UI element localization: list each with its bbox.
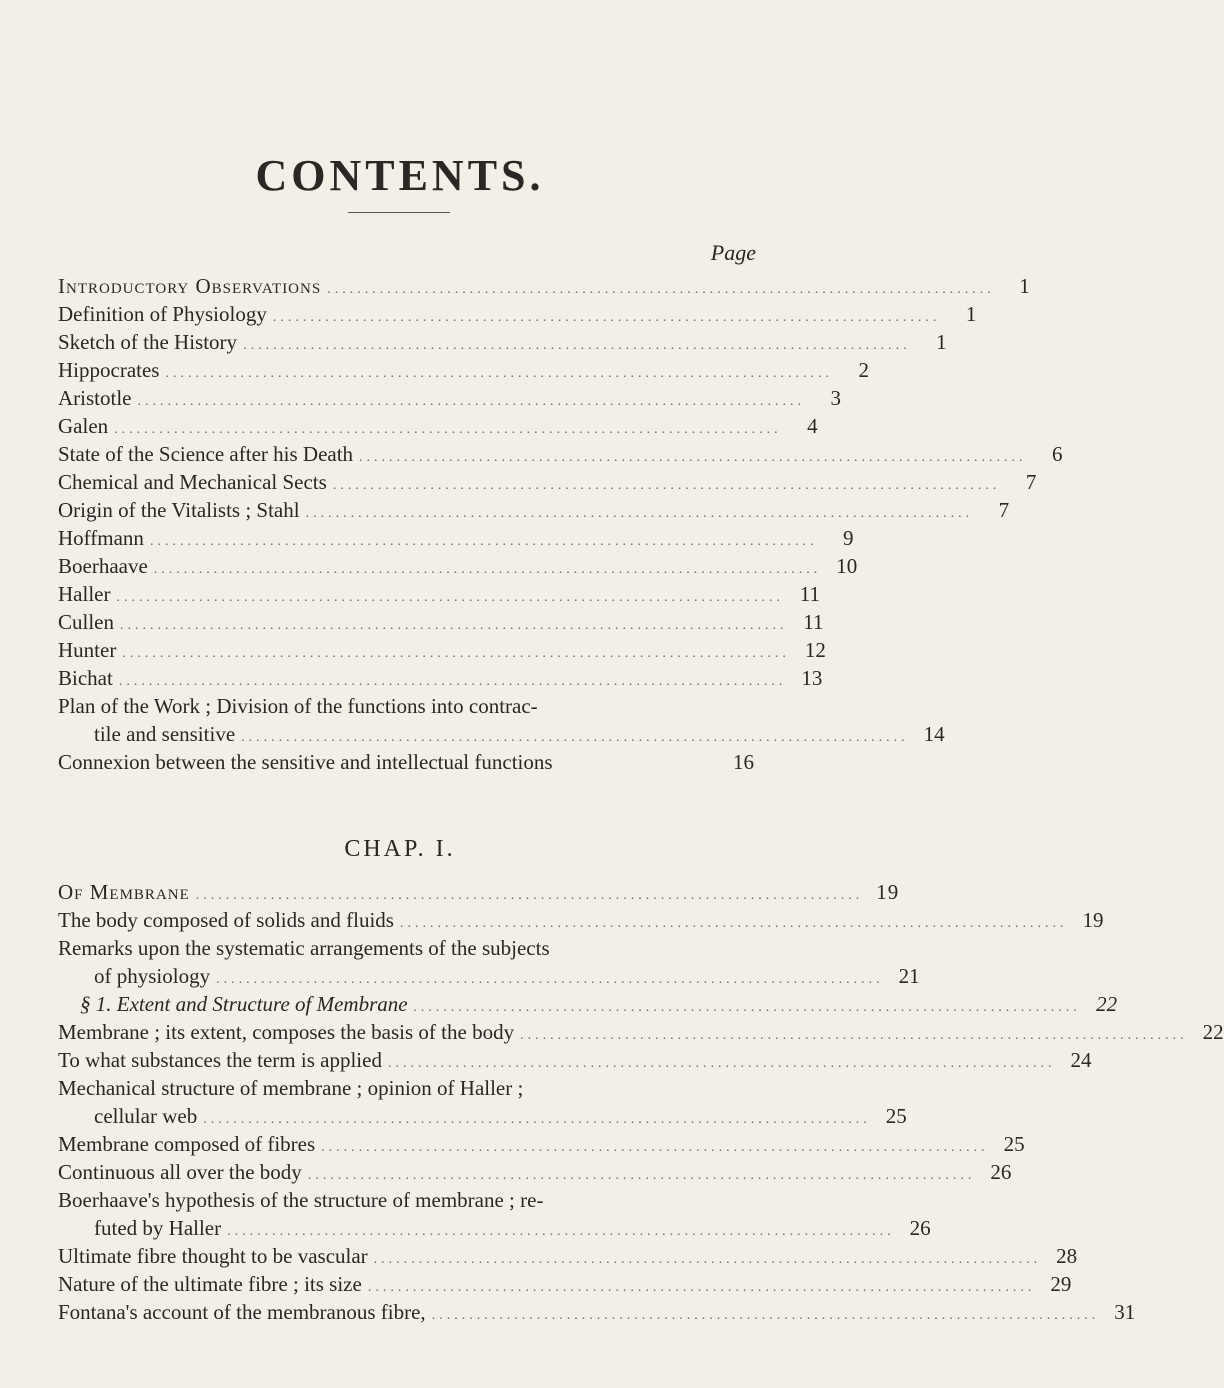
toc-entry-page: 31 bbox=[1114, 1300, 1136, 1324]
toc-entry-title: Ultimate fibre thought to be vascular bbox=[58, 1244, 368, 1268]
dot-leader: ......................................................................................... bbox=[373, 1252, 1042, 1267]
toc-entry bbox=[58, 274, 1031, 302]
toc-entry bbox=[58, 694, 754, 722]
toc-entry bbox=[94, 1216, 931, 1244]
toc-entry-title: Fontana's account of the membranous fibre, bbox=[58, 1300, 426, 1324]
dot-leader: ......................................................................................... bbox=[165, 366, 833, 381]
page-column-label: Page bbox=[710, 240, 756, 265]
toc-entry bbox=[94, 1104, 907, 1132]
dot-leader: ......................................................................................... bbox=[399, 916, 1068, 931]
dot-leader: ......................................................................................... bbox=[359, 450, 1027, 465]
section-entry bbox=[80, 992, 1118, 1020]
toc-entry bbox=[58, 1188, 754, 1216]
toc-entry-page: 13 bbox=[801, 666, 823, 690]
toc-entry bbox=[58, 666, 823, 694]
toc-entry-page: 7 bbox=[1025, 470, 1037, 494]
toc-entry-title: Definition of Physiology bbox=[58, 302, 267, 326]
dot-leader: ......................................................................................... bbox=[122, 646, 790, 661]
toc-entry-title: tile and sensitive bbox=[94, 722, 236, 746]
dot-leader: ......................................................................................... bbox=[137, 394, 805, 409]
toc-entry-page: 16 bbox=[733, 750, 754, 774]
toc-entry bbox=[58, 880, 900, 908]
toc-entry-page: 26 bbox=[990, 1160, 1012, 1184]
dot-leader: ......................................................................................... bbox=[116, 590, 784, 605]
dot-leader: ......................................................................................... bbox=[153, 562, 822, 577]
toc-entry-title: Membrane ; its extent, composes the basis of the body bbox=[58, 1020, 515, 1044]
toc-entry-page: 22 bbox=[1202, 1020, 1224, 1044]
toc-entry-page: 3 bbox=[830, 386, 841, 410]
toc-entry-title: futed by Haller bbox=[94, 1216, 222, 1240]
toc-entry-page: 11 bbox=[799, 582, 820, 606]
toc-entry bbox=[58, 1048, 1092, 1076]
toc-entry bbox=[58, 1160, 1012, 1188]
toc-entry-title: § 1. Extent and Structure of Membrane bbox=[80, 992, 408, 1016]
toc-entry-title: Aristotle bbox=[58, 386, 132, 410]
dot-leader: ......................................................................................... bbox=[114, 422, 782, 437]
dot-leader: ......................................................................................... bbox=[307, 1168, 976, 1183]
dot-leader: ......................................................................................... bbox=[241, 730, 909, 745]
toc-entry-title: Boerhaave bbox=[58, 554, 148, 578]
toc-entry bbox=[58, 498, 1010, 526]
dot-leader: ......................................................................................... bbox=[120, 618, 788, 633]
dot-leader: ......................................................................................... bbox=[321, 1140, 989, 1155]
title-rule bbox=[348, 212, 450, 213]
toc-entry bbox=[58, 1300, 1136, 1328]
toc-entry-page: 22 bbox=[1096, 992, 1118, 1016]
toc-entry-page: 9 bbox=[842, 526, 854, 550]
toc-entry bbox=[58, 330, 947, 358]
toc-entry-page: 10 bbox=[836, 554, 858, 578]
toc-entry-page: 21 bbox=[898, 964, 920, 988]
toc-entry bbox=[58, 1132, 1025, 1160]
toc-entry bbox=[58, 302, 977, 330]
toc-entry-title: Connexion between the sensitive and intellectual functions bbox=[58, 750, 553, 774]
dot-leader: ......................................................................................... bbox=[431, 1308, 1100, 1323]
toc-entry-page: 25 bbox=[1003, 1132, 1025, 1156]
toc-entry-title: Galen bbox=[58, 414, 109, 438]
dot-leader: ......................................................................................... bbox=[216, 972, 884, 987]
toc-entry bbox=[58, 936, 754, 964]
toc-entry bbox=[58, 750, 754, 778]
dot-leader: ......................................................................................... bbox=[118, 674, 787, 689]
toc-entry-title: Remarks upon the systematic arrangements of the subjects bbox=[58, 936, 550, 960]
dot-leader: ......................................................................................... bbox=[243, 338, 911, 353]
toc-entry bbox=[58, 582, 820, 610]
toc-entry-title: Continuous all over the body bbox=[58, 1160, 302, 1184]
toc-entry-page: 14 bbox=[923, 722, 945, 746]
toc-entry-title: Hippocrates bbox=[58, 358, 160, 382]
toc-entry bbox=[58, 554, 858, 582]
toc-entry-title: Introductory Observations bbox=[58, 274, 322, 298]
dot-leader: ......................................................................................... bbox=[387, 1056, 1056, 1071]
toc-entry-title: Chemical and Mechanical Sects bbox=[58, 470, 327, 494]
toc-entry-page: 2 bbox=[858, 358, 869, 382]
toc-entry-title: Hoffmann bbox=[58, 526, 144, 550]
toc-entry bbox=[58, 1272, 1072, 1300]
chapter-heading: CHAP. I. bbox=[344, 836, 456, 862]
dot-leader: ......................................................................................... bbox=[149, 534, 818, 549]
toc-entry bbox=[58, 1020, 1224, 1048]
dot-leader: ......................................................................................... bbox=[227, 1224, 895, 1239]
dot-leader: ......................................................................................... bbox=[195, 888, 864, 903]
toc-entry bbox=[58, 358, 869, 386]
toc-entry bbox=[58, 414, 818, 442]
toc-entry-page: 11 bbox=[803, 610, 824, 634]
dot-leader: ......................................................................................... bbox=[305, 506, 974, 521]
dot-leader: ......................................................................................... bbox=[520, 1028, 1188, 1043]
dot-leader: ......................................................................................... bbox=[413, 1000, 1082, 1015]
toc-entry-title: Hunter bbox=[58, 638, 117, 662]
dot-leader: ......................................................................................... bbox=[367, 1280, 1036, 1295]
toc-entry-page: 4 bbox=[807, 414, 818, 438]
toc-entry-title: Boerhaave's hypothesis of the structure of membrane ; re- bbox=[58, 1188, 544, 1212]
toc-entry-title: Mechanical structure of membrane ; opinion of Haller ; bbox=[58, 1076, 524, 1100]
toc-entry-title: Sketch of the History bbox=[58, 330, 238, 354]
toc-entry-page: 1 bbox=[1019, 274, 1031, 298]
toc-entry-page: 26 bbox=[909, 1216, 931, 1240]
toc-entry bbox=[58, 386, 841, 414]
toc-entry-title: Of Membrane bbox=[58, 880, 190, 904]
toc-entry-title: State of the Science after his Death bbox=[58, 442, 354, 466]
toc-entry bbox=[58, 638, 826, 666]
toc-entry bbox=[94, 964, 920, 992]
dot-leader: ......................................................................................... bbox=[272, 310, 941, 325]
toc-entry-title: Origin of the Vitalists ; Stahl bbox=[58, 498, 300, 522]
toc-entry bbox=[58, 526, 854, 554]
toc-entry-page: 1 bbox=[936, 330, 947, 354]
toc-entry bbox=[58, 1076, 754, 1104]
toc-entry-page: 28 bbox=[1056, 1244, 1078, 1268]
toc-entry-title: Membrane composed of fibres bbox=[58, 1132, 316, 1156]
toc-entry bbox=[58, 470, 1037, 498]
toc-entry-page: 19 bbox=[1082, 908, 1104, 932]
toc-entry-title: Plan of the Work ; Division of the functions into contrac- bbox=[58, 694, 538, 718]
toc-entry bbox=[58, 1244, 1078, 1272]
toc-entry-page: 29 bbox=[1050, 1272, 1072, 1296]
toc-entry bbox=[58, 610, 824, 638]
toc-entry-page: 12 bbox=[804, 638, 826, 662]
toc-entry-page: 6 bbox=[1052, 442, 1063, 466]
dot-leader: ......................................................................................... bbox=[203, 1112, 871, 1127]
toc-entry-title: To what substances the term is applied bbox=[58, 1048, 382, 1072]
toc-entry-title: The body composed of solids and fluids bbox=[58, 908, 394, 932]
toc-entry bbox=[94, 722, 945, 750]
toc-entry-title: Cullen bbox=[58, 610, 114, 634]
toc-entry-title: cellular web bbox=[94, 1104, 198, 1128]
toc-entry-page: 1 bbox=[965, 302, 977, 326]
toc-entry-page: 7 bbox=[998, 498, 1010, 522]
toc-entry-page: 24 bbox=[1070, 1048, 1092, 1072]
page-title: CONTENTS. bbox=[255, 151, 545, 200]
dot-leader: ......................................................................................... bbox=[332, 478, 1001, 493]
toc-entry-title: Nature of the ultimate fibre ; its size bbox=[58, 1272, 362, 1296]
toc-entry-title: Bichat bbox=[58, 666, 113, 690]
toc-entry bbox=[58, 442, 1063, 470]
toc-entry-title: Haller bbox=[58, 582, 111, 606]
toc-entry-page: 19 bbox=[876, 880, 900, 904]
toc-entry-title: of physiology bbox=[94, 964, 211, 988]
toc-entry bbox=[58, 908, 1104, 936]
toc-entry-page: 25 bbox=[885, 1104, 907, 1128]
dot-leader: ......................................................................................... bbox=[327, 282, 995, 297]
